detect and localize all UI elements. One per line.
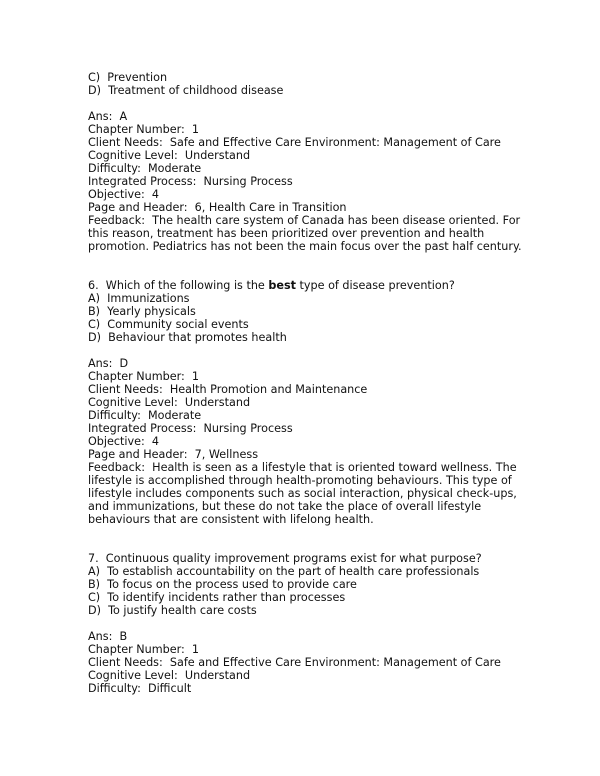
q5-feedback-line: Feedback: The health care system of Canada has been disease oriented. For <box>88 214 521 227</box>
q7-option-b: B) To focus on the process used to provide care <box>88 578 357 591</box>
q5-client-needs: Client Needs: Safe and Effective Care Environment: Management of Care <box>88 136 501 149</box>
q6-integrated-process: Integrated Process: Nursing Process <box>88 422 293 435</box>
q6-feedback-line: lifestyle includes components such as social interaction, physical check-ups, <box>88 487 517 500</box>
q7-cognitive-level: Cognitive Level: Understand <box>88 669 251 682</box>
q6-stem-bold: best <box>268 279 296 292</box>
q6-stem <box>88 279 588 292</box>
q7-answer: Ans: B <box>88 630 128 643</box>
q6-client-needs: Client Needs: Health Promotion and Maintenance <box>88 383 368 396</box>
q7-client-needs: Client Needs: Safe and Effective Care Environment: Management of Care <box>88 656 501 669</box>
q5-page-header: Page and Header: 6, Health Care in Transition <box>88 201 347 214</box>
q5-difficulty: Difficulty: Moderate <box>88 162 202 175</box>
q7-difficulty: Difficulty: Difficult <box>88 682 192 695</box>
q6-answer: Ans: D <box>88 357 129 370</box>
q6-feedback-line: behaviours that are consistent with lifelong health. <box>88 513 374 526</box>
q5-option-c: C) Prevention <box>88 71 168 84</box>
q6-difficulty: Difficulty: Moderate <box>88 409 202 422</box>
q5-answer: Ans: A <box>88 110 128 123</box>
q6-cognitive-level: Cognitive Level: Understand <box>88 396 251 409</box>
q5-objective: Objective: 4 <box>88 188 160 201</box>
q5-option-d: D) Treatment of childhood disease <box>88 84 284 97</box>
q6-chapter: Chapter Number: 1 <box>88 370 200 383</box>
q6-option-c: C) Community social events <box>88 318 249 331</box>
q5-feedback-line: promotion. Pediatrics has not been the main focus over the past half century. <box>88 240 522 253</box>
q7-stem: 7. Continuous quality improvement programs exist for what purpose? <box>88 552 482 565</box>
q7-option-a: A) To establish accountability on the part of health care professionals <box>88 565 480 578</box>
q7-chapter: Chapter Number: 1 <box>88 643 200 656</box>
q7-option-c: C) To identify incidents rather than processes <box>88 591 346 604</box>
q5-feedback-line: this reason, treatment has been prioritized over prevention and health <box>88 227 485 240</box>
q7-option-d: D) To justify health care costs <box>88 604 257 617</box>
q6-feedback-line: Feedback: Health is seen as a lifestyle that is oriented toward wellness. The <box>88 461 517 474</box>
q5-integrated-process: Integrated Process: Nursing Process <box>88 175 293 188</box>
q6-feedback-line: lifestyle is accomplished through health-promoting behaviours. This type of <box>88 474 512 487</box>
q6-feedback-line: and immunizations, but these do not take the place of overall lifestyle <box>88 500 482 513</box>
q6-option-b: B) Yearly physicals <box>88 305 196 318</box>
q6-option-a: A) Immunizations <box>88 292 190 305</box>
q6-option-d: D) Behaviour that promotes health <box>88 331 287 344</box>
q5-chapter: Chapter Number: 1 <box>88 123 200 136</box>
q6-page-header: Page and Header: 7, Wellness <box>88 448 259 461</box>
q6-objective: Objective: 4 <box>88 435 160 448</box>
q5-cognitive-level: Cognitive Level: Understand <box>88 149 251 162</box>
q6-stem-after: type of disease prevention? <box>295 279 455 292</box>
q6-stem-before: 6. Which of the following is the <box>88 279 269 292</box>
document-page <box>88 71 588 695</box>
